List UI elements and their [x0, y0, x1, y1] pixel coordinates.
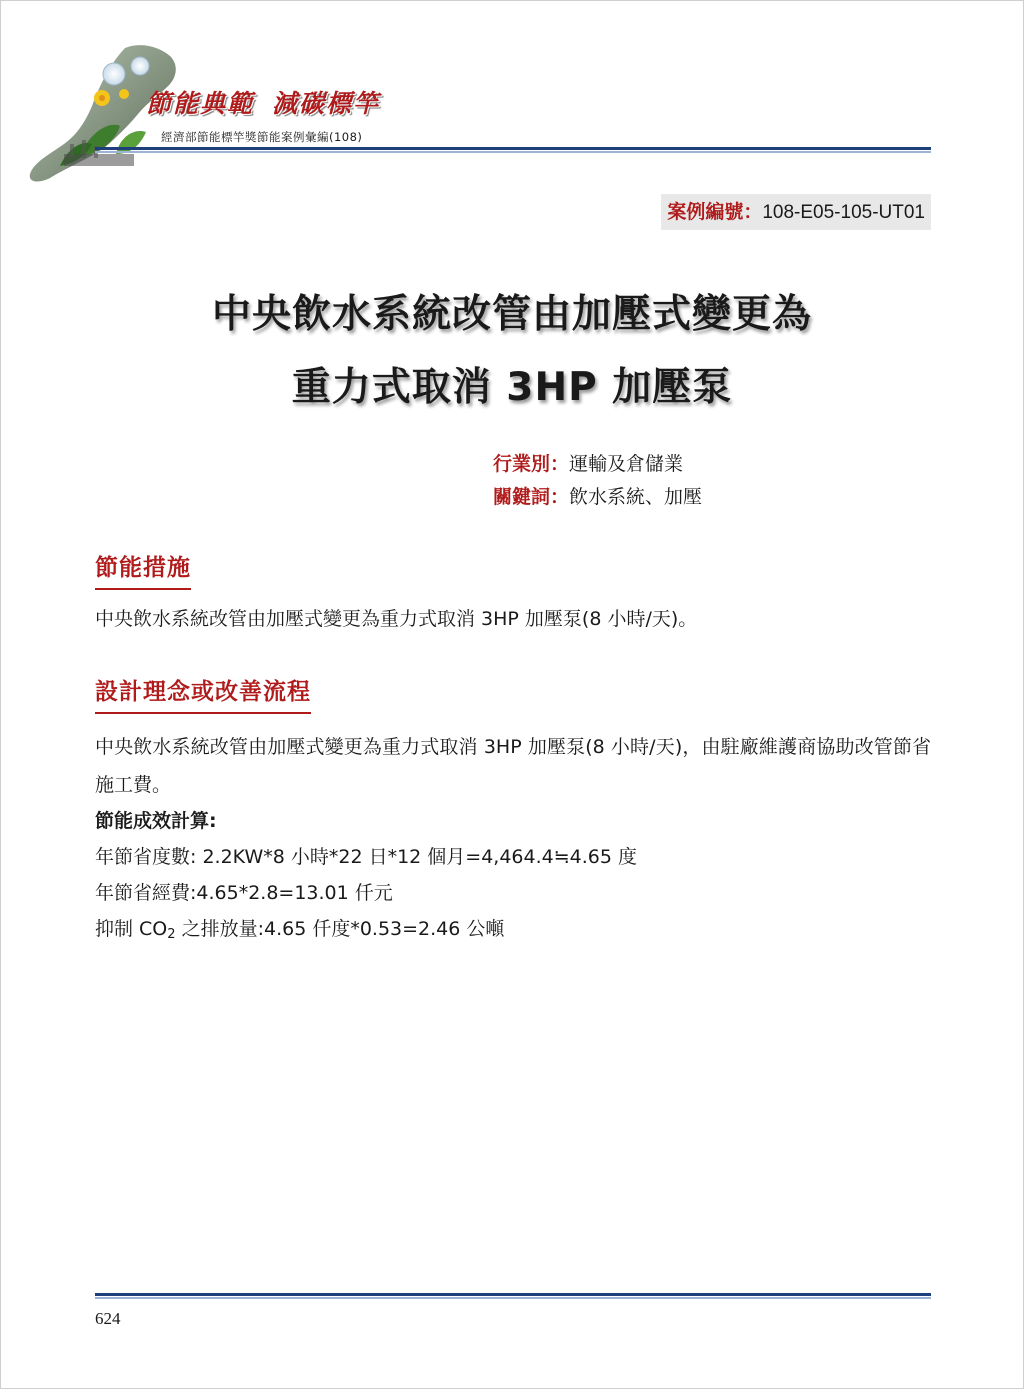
- section-heading-design: 設計理念或改善流程: [95, 673, 311, 714]
- page-number: 624: [95, 1309, 121, 1328]
- industry-label: 行業別：: [493, 453, 570, 475]
- case-number-label: 案例編號：: [667, 201, 763, 223]
- calc-line-annual-kwh: 年節省度數: 2.2KW*8 小時*22 日*12 個月=4,464.4≒4.65 度: [95, 846, 638, 868]
- brand-title: [146, 84, 380, 120]
- calc-line-co2-sub: 2: [167, 927, 176, 942]
- footer-rule-light: [95, 1297, 931, 1299]
- design-text: 中央飲水系統改管由加壓式變更為重力式取消 3HP 加壓泵(8 小時/天)，由駐廠維護商協助改管節省施工費。: [95, 736, 931, 796]
- keywords-row: [493, 485, 702, 509]
- header-rule-light: [95, 151, 931, 153]
- footer-rule: [95, 1293, 931, 1296]
- industry-row: [493, 452, 683, 476]
- calc-heading: 節能成效計算:: [95, 810, 217, 832]
- industry-value: 運輸及倉儲業: [569, 453, 684, 475]
- calc-line-annual-cost: 年節省經費:4.65*2.8=13.01 仟元: [95, 882, 393, 904]
- calc-line-co2-pre: 抑制 CO: [95, 918, 168, 940]
- section-heading-measures: 節能措施: [95, 549, 191, 590]
- measures-text: 中央飲水系統改管由加壓式變更為重力式取消 3HP 加壓泵(8 小時/天)。: [95, 608, 698, 630]
- case-number-box: [661, 194, 931, 230]
- calc-line-co2-post: 之排放量:4.65 仟度*0.53=2.46 公噸: [175, 918, 505, 940]
- brand-subtitle: 經濟部節能標竿獎節能案例彙編(108): [161, 130, 363, 144]
- brand-title-part2: 減碳標竿: [272, 89, 381, 118]
- keywords-label: 關鍵詞：: [493, 486, 570, 508]
- keywords-value: 飲水系統、加壓: [569, 486, 703, 508]
- brand-title-part1: 節能典範: [146, 89, 255, 118]
- document-title-line2: 重力式取消 3HP 加壓泵: [291, 365, 733, 410]
- header-rule: [95, 147, 931, 150]
- calc-line-co2: [95, 914, 504, 950]
- document-title-line1: 中央飲水系統改管由加壓式變更為: [211, 292, 812, 337]
- case-number-value: 108-E05-105-UT01: [762, 202, 925, 223]
